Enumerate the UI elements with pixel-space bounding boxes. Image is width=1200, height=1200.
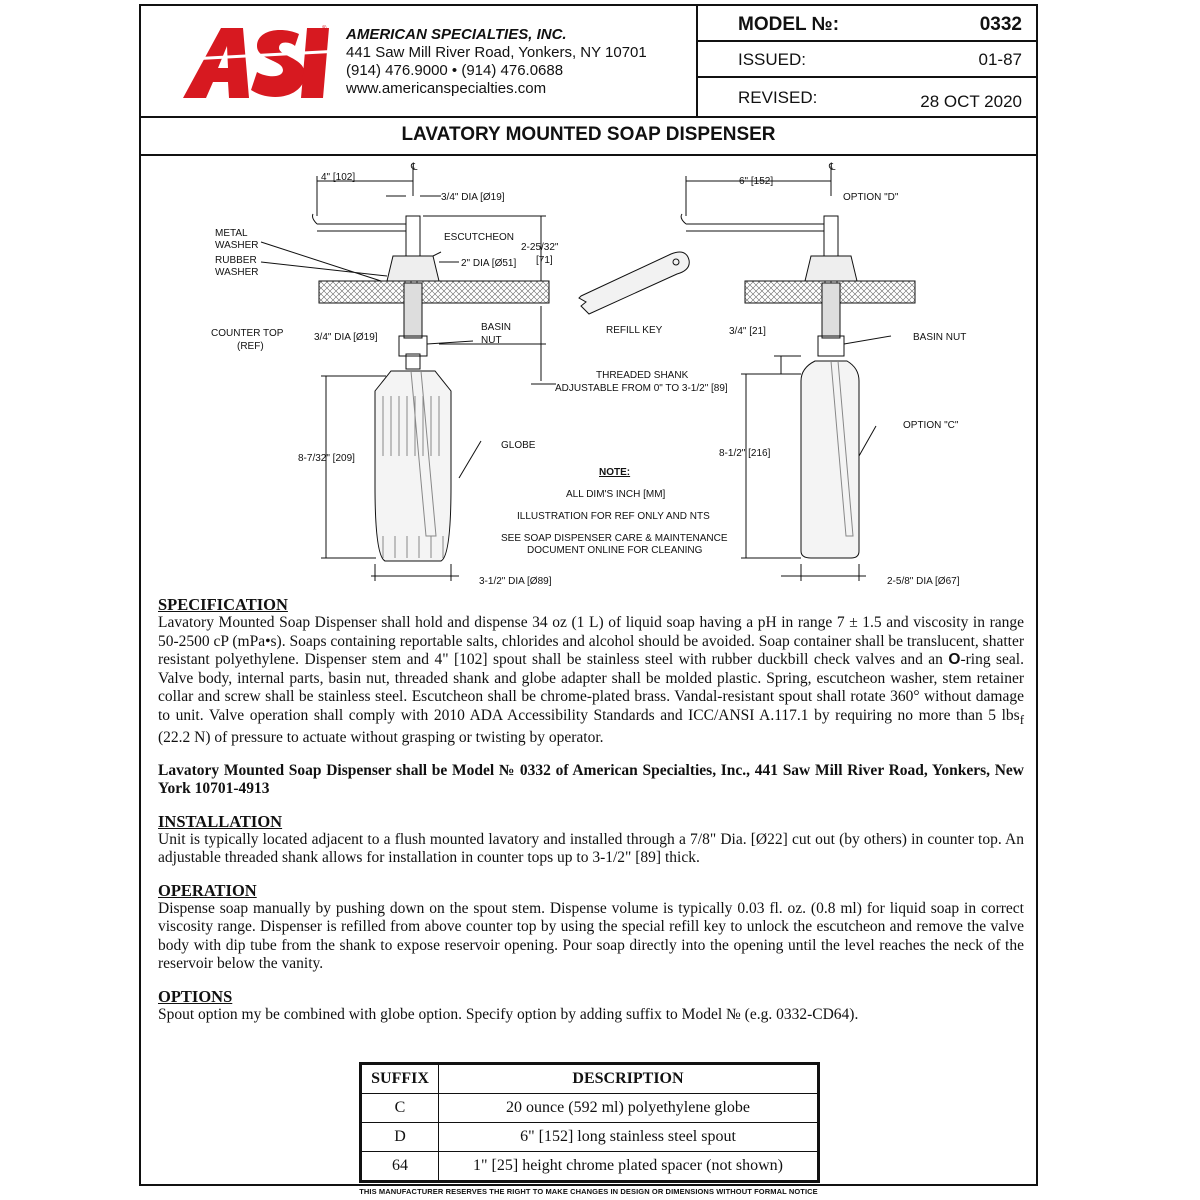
asi-logo [181,20,331,105]
svg-text:®: ® [322,26,327,32]
left-spout [313,214,407,231]
issued-value: 01-87 [978,50,1022,69]
left-height-dim: 8-7/32" [209] [298,453,355,464]
options-table [359,1062,820,1183]
company-phones: (914) 476.9000 • (914) 476.0688 [346,62,564,79]
right-shank [822,283,840,338]
left-counter-top [319,281,549,303]
rubber-washer-2: WASHER [215,267,259,278]
left-dia-dim: 3-1/2" DIA [Ø89] [479,576,552,587]
model-statement: Lavatory Mounted Soap Dispenser shall be Model № 0332 of American Specialties, Inc., 441 Saw Mill River Road, Yonkers, New York 10701-4913 [158,761,1024,798]
option-c-label: OPTION "C" [903,420,959,431]
installation-heading: INSTALLATION [158,811,283,831]
basin-nut-2: NUT [481,335,502,346]
right-offset-dim: 3/4" [21] [729,326,766,337]
suffix-header: SUFFIX [361,1064,439,1094]
model-label: MODEL №: [738,14,840,35]
technical-drawing [141,156,1036,596]
shank-dia-dim: 3/4" DIA [Ø19] [314,332,378,343]
spec-o-letter: O [948,651,961,668]
height-dim-2: [71] [536,255,553,266]
note-line-3: SEE SOAP DISPENSER CARE & MAINTENANCE [501,533,728,544]
description-header: DESCRIPTION [439,1064,819,1094]
note-line-2: ILLUSTRATION FOR REF ONLY AND NTS [517,511,710,522]
right-spout [681,214,824,231]
right-height-dim: 8-1/2" [216] [719,448,771,459]
right-stem [824,216,838,256]
table-header-row [361,1064,819,1094]
spec-sheet [139,4,1038,1186]
right-basin-nut [818,336,844,356]
suffix-cell: D [361,1123,439,1152]
revised-label: REVISED: [738,88,818,107]
left-shank [404,283,422,338]
operation-text: Dispense soap manually by pushing down on the spout stem. Dispense volume is typically 0.03 fl. oz. (0.8 ml) for liquid soap in correct viscosity range. Dispenser is refilled from above counter top by using the special refill key to unlock the escutcheon and remove the valve body with dip tube from the shank to expose reservoir opening. Pour soap directly into the opening until the level reaches the neck of the reservoir below the vanity. [158,899,1024,973]
table-row [361,1152,819,1182]
height-dim-1: 2-25/32" [521,242,559,253]
suffix-cell: 64 [361,1152,439,1182]
installation-text: Unit is typically located adjacent to a flush mounted lavatory and installed through a 7/8" Dia. [Ø22] cut out (by others) in counter top. An adjustable threaded shank allows for installation in counter tops up to 3-1/2" [89] thick. [158,830,1024,867]
esc-dia-dim: 2" DIA [Ø51] [461,258,517,269]
threaded-label-2: ADJUSTABLE FROM 0" TO 3-1/2" [89] [555,383,728,394]
left-escutcheon [387,256,439,281]
option-d-label: OPTION "D" [843,192,899,203]
right-spout-dim: 6" [152] [739,176,774,187]
counter-label-1: COUNTER TOP [211,328,284,339]
footer-notice: THIS MANUFACTURER RESERVES THE RIGHT TO MAKE CHANGES IN DESIGN OR DIMENSIONS WITHOUT FORMAL NOTICE [359,1187,818,1196]
spec-text-2: -ring seal. Valve body, internal parts, basin nut, threaded shank and globe adapter shall be molded plastic. Spring, escutcheon washer, stem retainer collar and screw shall be stainless steel. Escutcheon shall be chrome-plated brass. Vandal-resistant spout shall rotate 360° without damage to unit. Valve operation shall comply with 2010 ADA Accessibility Standards and ICC/ANSI A.117.1 by requiring no more than 5 lbs [158,651,1024,724]
escutcheon-label: ESCUTCHEON [444,232,515,243]
description-cell: 20 ounce (592 ml) polyethylene globe [439,1094,819,1123]
header [141,6,1036,118]
globe-label: GLOBE [501,440,536,451]
suffix-cell: C [361,1094,439,1123]
right-basin-nut-label: BASIN NUT [913,332,967,343]
table-row [361,1123,819,1152]
page-title: LAVATORY MOUNTED SOAP DISPENSER [141,116,1036,156]
company-name: AMERICAN SPECIALTIES, INC. [346,26,567,43]
cl-left: ℄ [411,162,418,173]
issued-row [698,42,1038,78]
left-basin-nut [399,336,427,356]
cl-right: ℄ [829,162,836,173]
spec-body [158,596,1024,1024]
right-dia-dim: 2-5/8" DIA [Ø67] [887,576,960,587]
rubber-washer-1: RUBBER [215,255,257,266]
revised-value: 28 OCT 2020 [920,92,1022,111]
company-address: 441 Saw Mill River Road, Yonkers, NY 10701 [346,44,647,61]
description-cell: 6" [152] long stainless steel spout [439,1123,819,1152]
metal-washer-2: WASHER [215,240,259,251]
note-line-4: DOCUMENT ONLINE FOR CLEANING [527,545,703,556]
note-title: NOTE: [599,467,631,478]
right-globe [801,361,859,558]
metal-washer-1: METAL [215,228,248,239]
issued-label: ISSUED: [738,50,807,69]
operation-heading: OPERATION [158,880,257,900]
revised-row [698,78,1038,116]
drawing-svg [141,156,1036,596]
spec-subscript: f [1019,711,1024,727]
description-cell: 1" [25] height chrome plated spacer (not shown) [439,1152,819,1182]
spec-paragraph [158,614,1024,748]
model-value: 0332 [979,14,1022,35]
spec-text-1: Lavatory Mounted Soap Dispenser shall hold and dispense 34 oz (1 L) of liquid soap having a pH in range 7 ± 1.5 and viscosity in range 50-2500 cP (mPa•s). Soaps containing reportable salts, chlorides and alcohol should be avoided. Soap container shall be translucent, shatter resistant polyethylene. Dispenser stem and 4" [102] spout shall be stainless steel with rubber duckbill check valves and an [158,614,1024,668]
model-row [698,6,1038,42]
meta-block [696,6,1038,116]
refill-key-label: REFILL KEY [606,325,663,336]
options-heading: OPTIONS [158,986,233,1006]
left-globe [375,371,451,561]
right-escutcheon [805,256,857,281]
counter-label-2: (REF) [237,341,264,352]
left-spout-dim: 4" [102] [321,172,356,183]
options-text: Spout option my be combined with globe option. Specify option by adding suffix to Model № (e.g. 0332-CD64). [158,1005,859,1023]
stem-dia-dim: 3/4" DIA [Ø19] [441,192,505,203]
company-website[interactable]: www.americanspecialties.com [346,80,547,97]
spec-text-3: (22.2 N) of pressure to actuate without grasping or twisting by operator. [158,729,604,747]
left-stem [406,216,420,256]
note-line-1: ALL DIM'S INCH [MM] [566,489,666,500]
basin-nut-1: BASIN [481,322,512,333]
threaded-label-1: THREADED SHANK [596,370,689,381]
company-info [346,26,647,98]
table-row [361,1094,819,1123]
spec-heading: SPECIFICATION [158,595,288,614]
